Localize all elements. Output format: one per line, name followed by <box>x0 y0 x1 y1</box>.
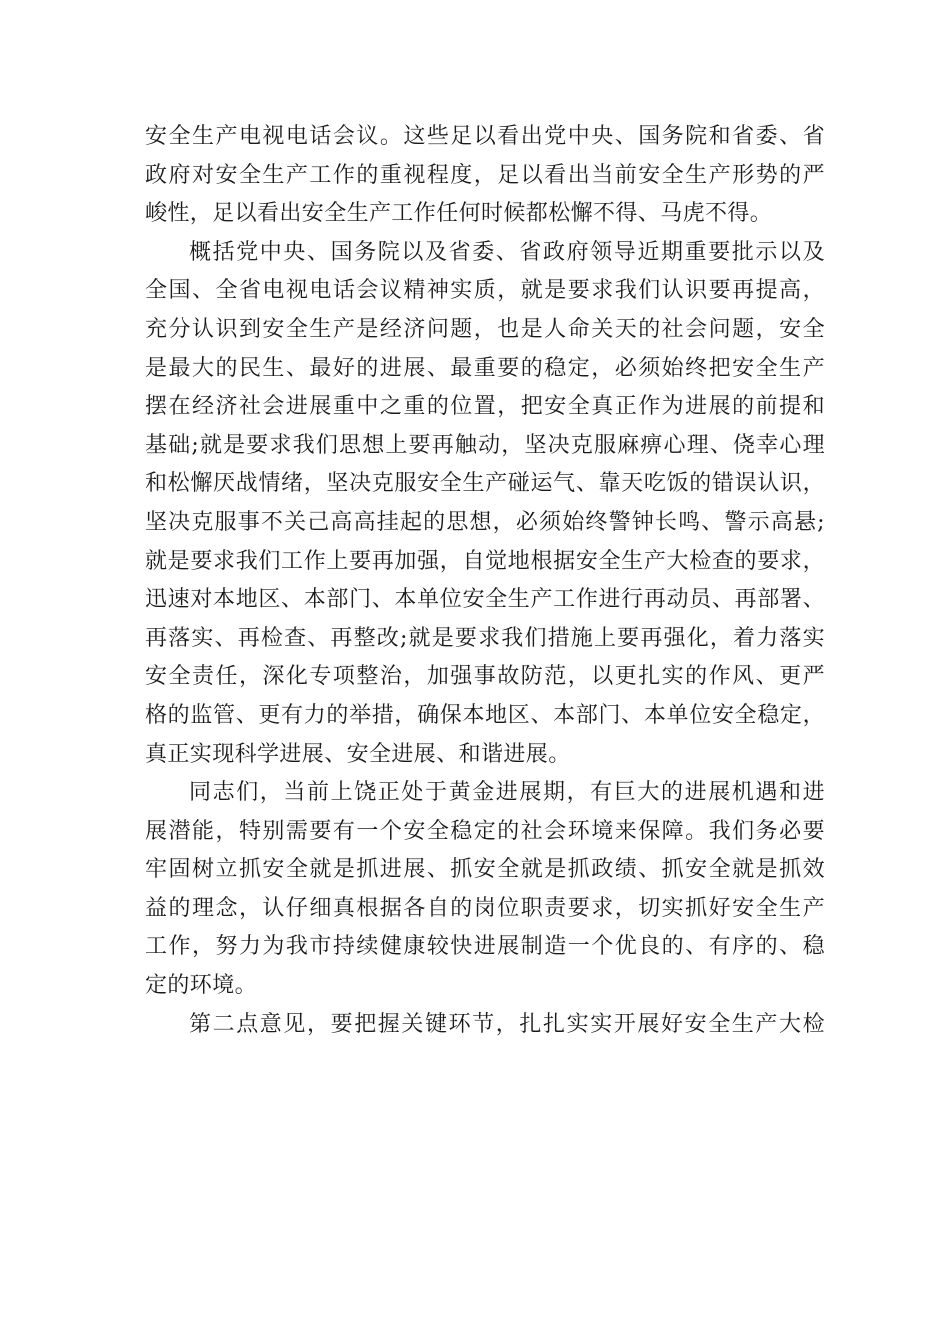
text-line: 定的环境。 <box>145 973 258 999</box>
text-line: 再落实、再检查、再整改;就是要求我们措施上要再强化，着力落实 <box>145 625 825 651</box>
paragraph <box>145 234 825 774</box>
text-line: 充分认识到安全生产是经济问题，也是人命关天的社会问题，安全 <box>145 316 825 342</box>
text-line: 峻性，足以看出安全生产工作任何时候都松懈不得、马虎不得。 <box>145 201 773 227</box>
text-line: 迅速对本地区、本部门、本单位安全生产工作进行再动员、再部署、 <box>145 587 825 613</box>
text-line: 益的理念，认仔细真根据各自的岗位职责要求，切实抓好安全生产 <box>145 895 825 921</box>
text-line: 安全生产电视电话会议。这些足以看出党中央、国务院和省委、省 <box>145 124 825 149</box>
text-line: 真正实现科学进展、安全进展、和谐进展。 <box>145 741 571 767</box>
paragraph <box>145 774 825 1006</box>
text-line: 工作，努力为我市持续健康较快进展制造一个优良的、有序的、稳 <box>145 934 825 960</box>
paragraph <box>145 1006 825 1045</box>
text-line: 基础;就是要求我们思想上要再触动，坚决克服麻痹心理、侥幸心理 <box>145 432 825 458</box>
text-line: 安全责任，深化专项整治，加强事故防范，以更扎实的作风、更严 <box>145 664 825 690</box>
text-line: 就是要求我们工作上要再加强，自觉地根据安全生产大检查的要求， <box>145 548 825 574</box>
body-text <box>145 118 825 1044</box>
text-line: 格的监管、更有力的举措，确保本地区、本部门、本单位安全稳定， <box>145 702 825 728</box>
text-line: 展潜能，特别需要有一个安全稳定的社会环境来保障。我们务必要 <box>145 818 825 844</box>
text-line: 摆在经济社会进展重中之重的位置，把安全真正作为进展的前提和 <box>145 394 825 420</box>
text-line: 牢固树立抓安全就是抓进展、抓安全就是抓政绩、抓安全就是抓效 <box>145 857 825 883</box>
text-line: 是最大的民生、最好的进展、最重要的稳定，必须始终把安全生产 <box>145 355 825 381</box>
text-line: 坚决克服事不关己高高挂起的思想，必须始终警钟长鸣、警示高悬; <box>145 509 825 535</box>
text-line: 同志们，当前上饶正处于黄金进展期，有巨大的进展机遇和进 <box>189 780 825 806</box>
text-line: 和松懈厌战情绪，坚决克服安全生产碰运气、靠天吃饭的错误认识， <box>145 471 825 497</box>
text-line: 全国、全省电视电话会议精神实质，就是要求我们认识要再提高， <box>145 278 825 304</box>
text-line: 概括党中央、国务院以及省委、省政府领导近期重要批示以及 <box>189 239 825 265</box>
text-line: 第二点意见，要把握关键环节，扎扎实实开展好安全生产大检 <box>189 1011 825 1037</box>
paragraph <box>145 118 825 234</box>
text-line: 政府对安全生产工作的重视程度，足以看出当前安全生产形势的严 <box>145 162 825 188</box>
